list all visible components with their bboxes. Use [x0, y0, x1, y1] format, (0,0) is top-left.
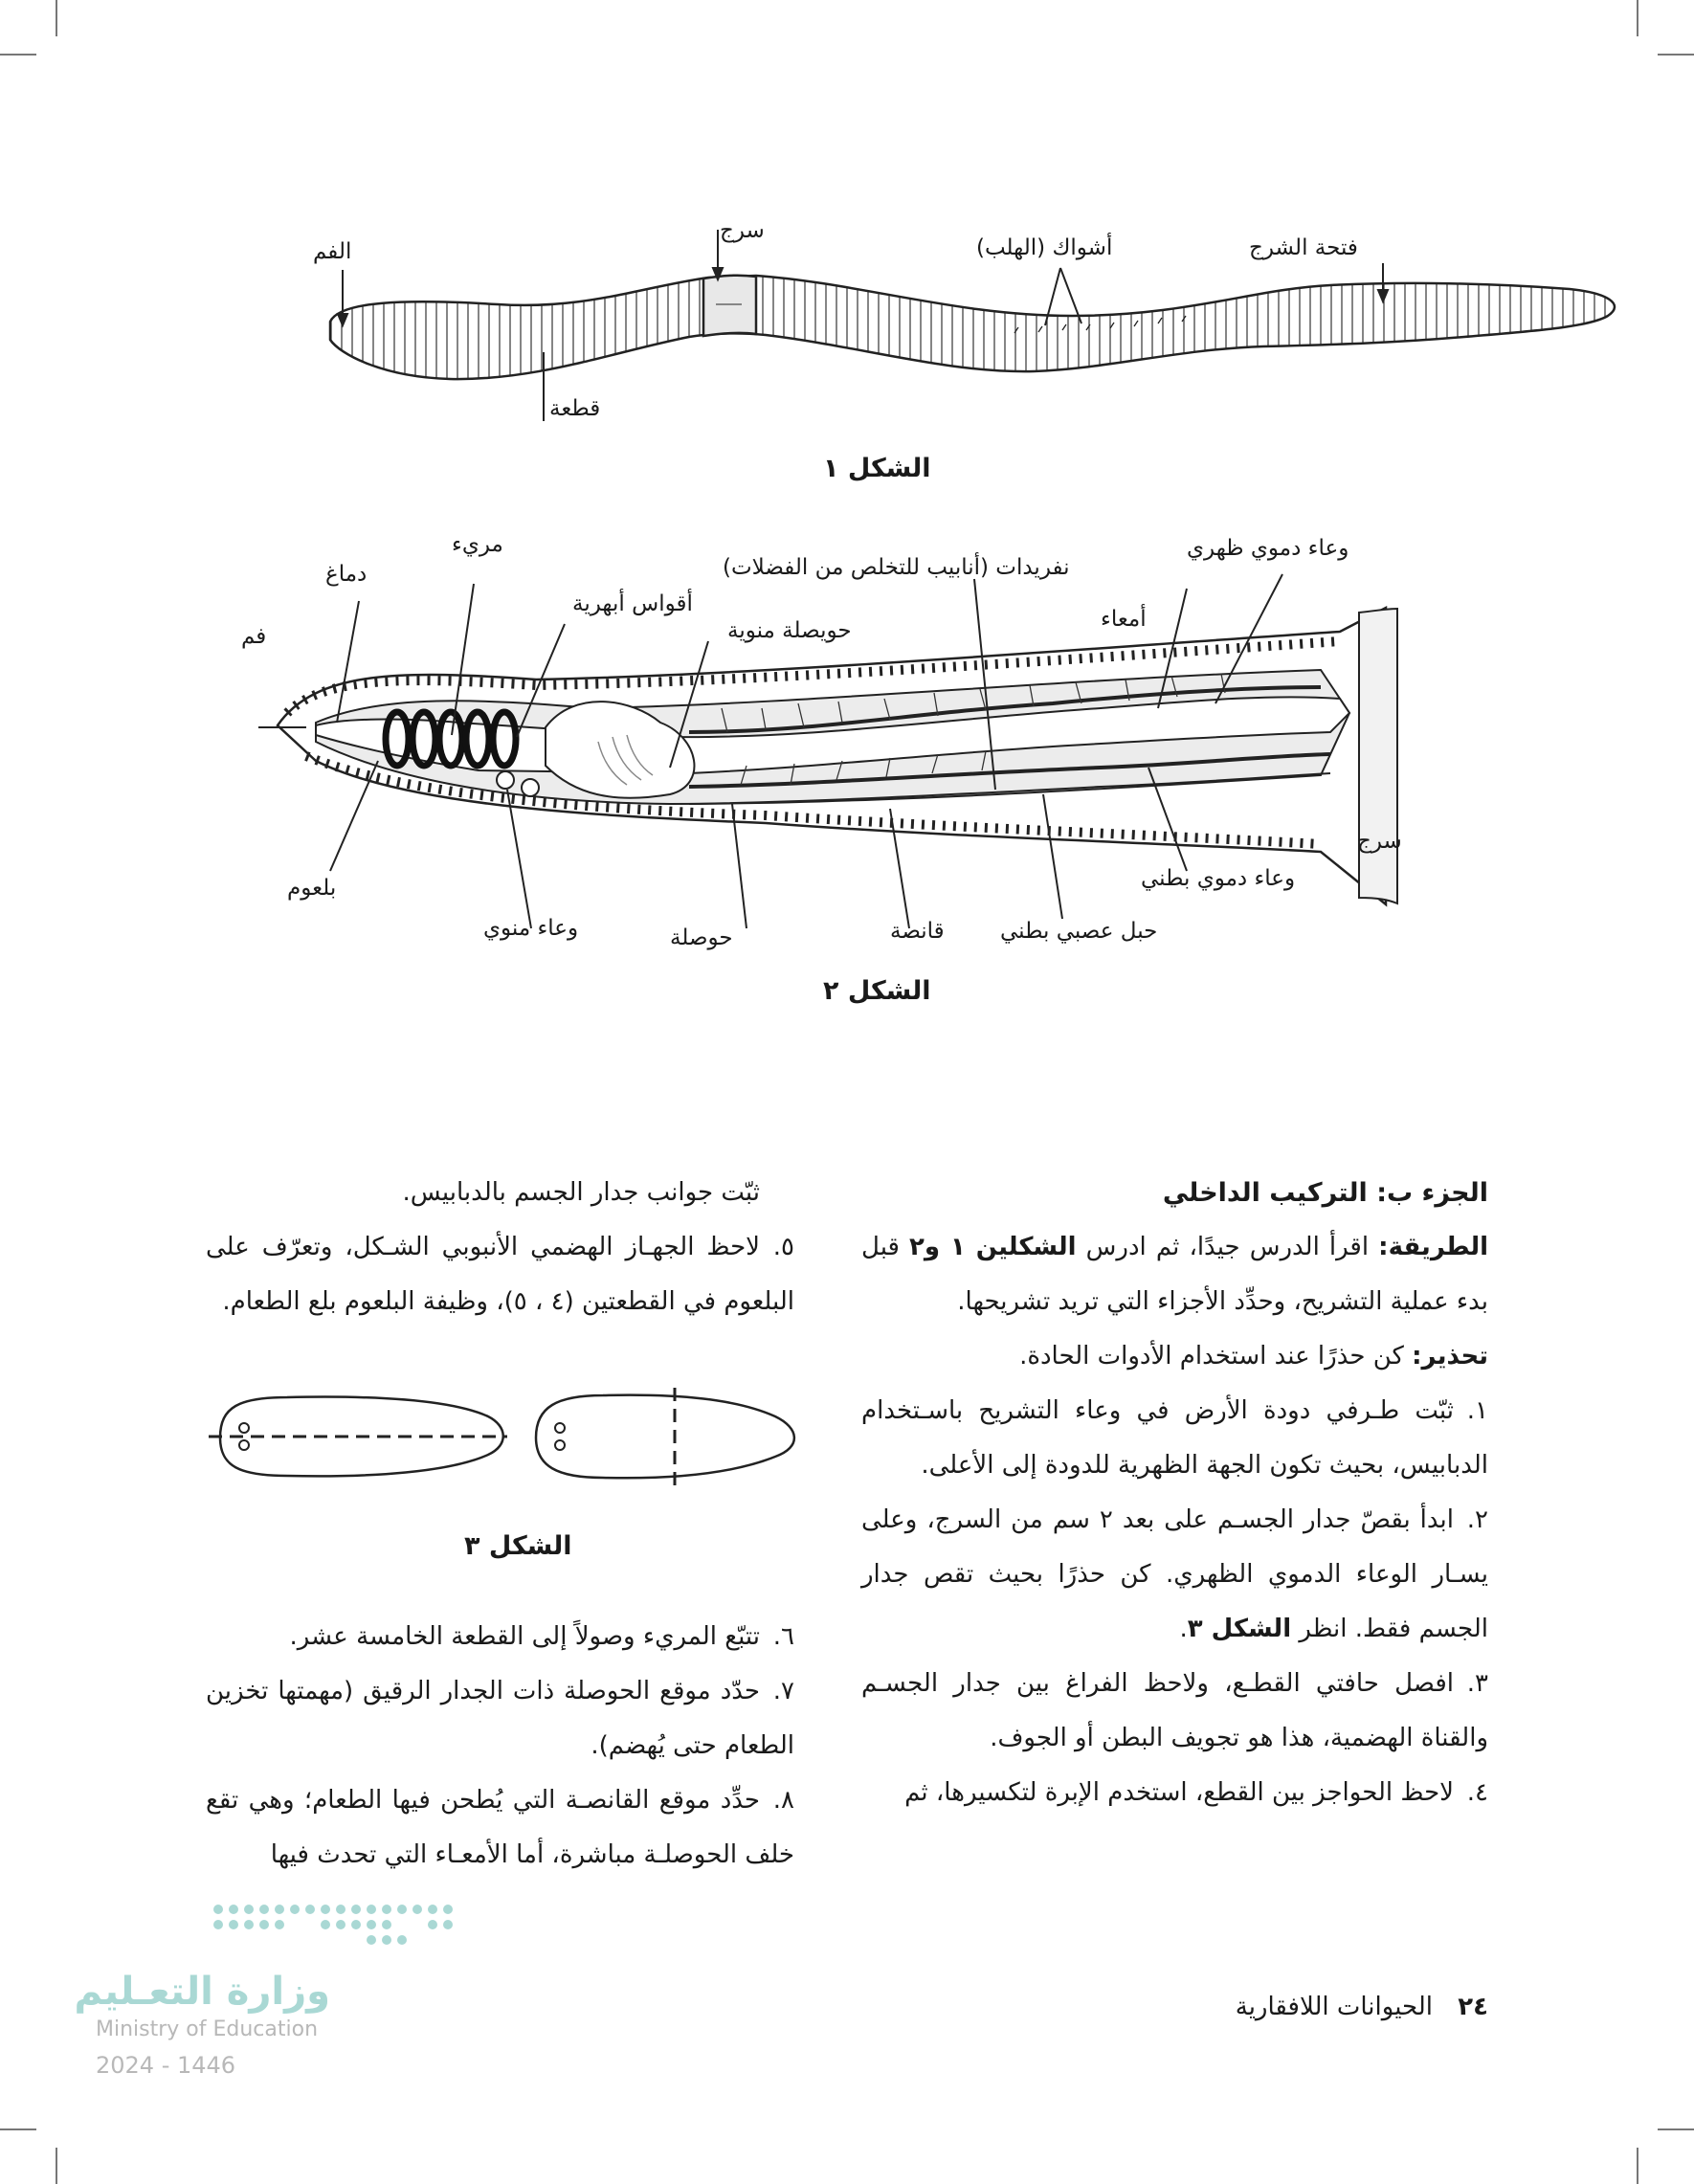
step-bold: الشكل ٣ — [1187, 1615, 1292, 1643]
warning-text: كن حذرًا عند استخدام الأدوات الحادة. — [1019, 1342, 1413, 1371]
step-number: ٨. — [772, 1786, 794, 1815]
figure3-caption: الشكل ٣ — [464, 1531, 572, 1561]
step-text: ابدأ بقصّ جدار الجسـم على بعد ٢ سم من السرج، وعلى يسـار الوعاء الدموي الظهري. كن حذرًا بحيث تقص جدار الجسم فقط. انظر — [861, 1505, 1488, 1643]
page-footer — [1196, 1993, 1488, 2021]
step-number: ٣. — [1466, 1669, 1488, 1698]
fig2-label-pharynx: بلعوم — [287, 876, 337, 901]
step-2 — [861, 1493, 1488, 1657]
fig1-label-mouth: الفم — [313, 239, 352, 264]
step-text: حدّد موقع الحوصلة ذات الجدار الرقيق (مهمتها تخزين الطعام حتى يُهضم). — [206, 1677, 794, 1760]
chapter-title: الحيوانات اللافقارية — [1235, 1993, 1433, 2021]
fig2-label-dorsal-vessel: وعاء دموي ظهري — [1187, 536, 1349, 561]
fig1-label-setae: أشواك (الهلب) — [976, 235, 1113, 260]
step-text: لاحظ الجهـاز الهضمي الأنبوبي الشـكل، وتعرّف على البلعوم في القطعتين (٤ ، ٥)، وظيفة البلعوم بلع الطعام. — [206, 1233, 794, 1316]
method-text: قبل بدء عملية التشريح، وحدِّد الأجزاء التي تريد تشريحها. — [861, 1233, 1488, 1316]
section-heading: الجزء ب: التركيب الداخلي — [1162, 1178, 1488, 1208]
method-bold: الشكلين ١ و٢ — [909, 1233, 1077, 1261]
right-column — [861, 1166, 1488, 1820]
step-7 — [206, 1664, 794, 1773]
fig2-label-brain: دماغ — [325, 562, 368, 587]
fig1-label-anus: فتحة الشرج — [1249, 235, 1358, 260]
step-3 — [861, 1657, 1488, 1766]
step-8 — [206, 1773, 794, 1883]
figure3-incision-diagram — [201, 1378, 814, 1493]
step-text: لاحظ الحواجز بين القطع، استخدم الإبرة لتكسيرها، ثم — [904, 1778, 1454, 1807]
figure1-caption: الشكل ١ — [823, 454, 931, 483]
fig2-label-sperm-duct: وعاء منوي — [483, 916, 579, 941]
fig2-label-crop: حوصلة — [670, 925, 733, 950]
crop-mark — [1658, 2128, 1694, 2130]
step-number: ١. — [1466, 1396, 1488, 1425]
step-4-continued: ثبّت جوانب جدار الجسم بالدبابيس. — [402, 1178, 760, 1207]
fig2-label-nephridia: نفريدات (أنابيب للتخلص من الفضلات) — [723, 555, 1070, 580]
fig2-label-aortic-arches: أقواس أبهرية — [572, 591, 693, 616]
fig2-label-intestine: أمعاء — [1101, 607, 1147, 632]
step-text: تتبّع المريء وصولاً إلى القطعة الخامسة عشر. — [289, 1622, 760, 1651]
step-6 — [206, 1610, 794, 1664]
step-1 — [861, 1384, 1488, 1493]
method-text: اقرأ الدرس جيدًا، ثم ادرس — [1076, 1233, 1379, 1261]
fig2-label-seminal-vesicle: حويصلة منوية — [727, 618, 852, 643]
method-paragraph — [861, 1220, 1488, 1329]
page-number: ٢٤ — [1458, 1993, 1488, 2021]
step-5 — [206, 1220, 794, 1329]
fig2-label-ventral-vessel: وعاء دموي بطني — [1141, 866, 1296, 891]
step-text: . — [1179, 1615, 1188, 1643]
fig2-label-esophagus: مريء — [452, 532, 503, 557]
step-number: ٦. — [772, 1622, 794, 1651]
fig2-label-mouth: فم — [241, 624, 267, 649]
ministry-name-en: Ministry of Education — [96, 2017, 319, 2041]
ministry-logo-dots — [209, 1890, 457, 1948]
crop-mark — [56, 2148, 57, 2184]
left-column-bottom — [206, 1610, 794, 1883]
step-4 — [861, 1766, 1488, 1820]
method-label: الطريقة: — [1378, 1233, 1488, 1261]
fig2-label-clitellum: سرج — [1357, 829, 1402, 854]
ministry-name-ar: وزارة التعـليم — [74, 1970, 330, 2014]
step-text: افصل حافتي القطـع، ولاحظ الفراغ بين جدار الجسـم والقناة الهضمية، هذا هو تجويف البطن أو الجوف. — [861, 1669, 1488, 1752]
figure2-worm-internal — [0, 517, 1694, 995]
fig2-label-gizzard: قانصة — [890, 919, 945, 944]
step-number: ٥. — [772, 1233, 794, 1261]
step-text: ثبّت طـرفي دودة الأرض في وعاء التشريح باسـتخدام الدبابيس، بحيث تكون الجهة الظهرية للدودة إلى الأعلى. — [861, 1396, 1488, 1480]
fig1-label-clitellum: سرج — [720, 218, 765, 243]
step-number: ٧. — [772, 1677, 794, 1705]
step-number: ٢. — [1466, 1505, 1488, 1534]
warning-paragraph — [861, 1329, 1488, 1384]
step-text: حدِّد موقع القانصـة التي يُطحن فيها الطعام؛ وهي تقع خلف الحوصلـة مباشرة، أما الأمعـاء التي تحدث فيها — [206, 1786, 794, 1869]
ministry-year: 2024 - 1446 — [96, 2052, 236, 2079]
figure2-caption: الشكل ٢ — [823, 976, 931, 1006]
crop-mark — [0, 2128, 36, 2130]
fig1-label-segment: قطعة — [549, 396, 601, 421]
fig2-label-nerve-cord: حبل عصبي بطني — [1000, 919, 1158, 944]
step-number: ٤. — [1466, 1778, 1488, 1807]
left-column-top — [206, 1166, 794, 1329]
crop-mark — [1637, 2148, 1638, 2184]
warning-label: تحذير: — [1412, 1342, 1488, 1371]
figure1-worm-external — [0, 0, 1694, 498]
